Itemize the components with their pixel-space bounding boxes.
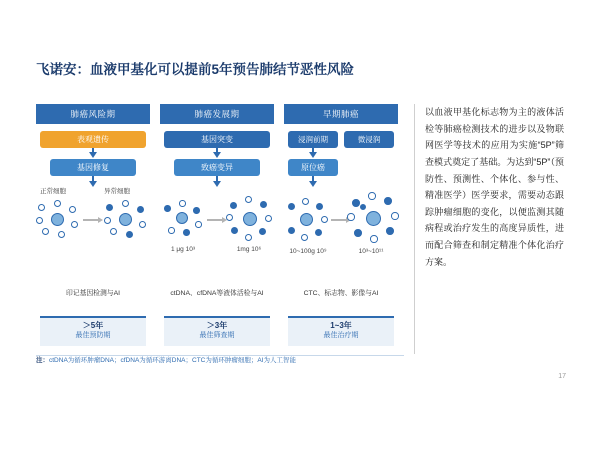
cell-left-label: 正常细胞	[40, 188, 66, 195]
sidebar-paragraph: 以血液甲基化标志物为主的液体活检等肺癌检测技术的进步以及物联网医学等技术的应用为实施“5P”筛查模式奠定了基础。为达到“5P”（预防性、预测性、个体化、参与性、精准医学）医学要求，需要动态跟踪肿瘤细胞的变化，以便监测其随病程或治疗发生的高度异质性，进而配合筛查和制定精准个体化治疗方案。	[425, 107, 564, 267]
cell-cluster	[164, 200, 202, 238]
stage-time: 1~3年	[330, 321, 352, 330]
measure-right: 10³~10¹¹	[358, 248, 384, 255]
cell-right-label: 异常细胞	[104, 188, 130, 195]
stage-time-sub: 最佳筛查期	[199, 331, 235, 339]
arrow-right-icon	[83, 219, 99, 221]
arrow-down-icon	[309, 152, 317, 158]
stage-header: 肺癌发展期	[160, 104, 274, 124]
cell-cluster	[106, 200, 146, 240]
stage-subbox-right: 微浸润	[344, 131, 394, 148]
stage-time: ＞3年	[206, 321, 228, 330]
stage-description: CTC、标志物、影像与AI	[303, 290, 379, 297]
slide-content	[36, 104, 564, 369]
footnote	[36, 356, 404, 366]
stage-timebox	[164, 316, 270, 346]
stage-header: 肺癌风险期	[36, 104, 150, 124]
stage-description: ctDNA、cfDNA等液体活检与AI	[170, 290, 264, 297]
cell-cluster	[38, 200, 78, 240]
measure-left: 1 μg 10³	[171, 246, 195, 253]
stage-time: ＞5年	[82, 321, 104, 330]
measure-left: 10~100g 10⁹	[289, 248, 327, 255]
stage-description: 印记基因检测与AI	[66, 290, 120, 297]
arrow-right-icon	[207, 219, 223, 221]
stage-column-risk	[36, 104, 150, 359]
page-number: 17	[558, 373, 566, 380]
stage-subbox: 基因突变	[164, 131, 270, 148]
cell-illustration	[36, 186, 150, 272]
stage-subbox: 表观遗传	[40, 131, 146, 148]
stage-timebox	[288, 316, 394, 346]
cell-cluster	[228, 196, 272, 242]
stage-column-development	[160, 104, 274, 359]
cell-illustration	[160, 186, 274, 272]
cell-cluster	[286, 198, 328, 242]
footnote-label: 注：	[36, 357, 49, 364]
stage-subbox2: 原位癌	[288, 159, 338, 176]
arrow-down-icon	[89, 152, 97, 158]
stage-header: 早期肺癌	[284, 104, 398, 124]
page-title: 飞诺安：血液甲基化可以提前5年预告肺结节恶性风险	[36, 62, 355, 77]
stage-subbox2: 基因修复	[50, 159, 136, 176]
arrow-down-icon	[213, 152, 221, 158]
stage-subbox-left: 浸润前期	[288, 131, 338, 148]
arrow-right-icon	[331, 219, 347, 221]
cell-illustration	[284, 186, 398, 272]
measure-right: 1mg 10⁶	[236, 246, 262, 253]
sidebar-text-panel	[414, 104, 564, 354]
diagram-panel	[36, 104, 404, 364]
cell-cluster	[348, 192, 398, 244]
stage-timebox	[40, 316, 146, 346]
stage-time-sub: 最佳治疗期	[323, 331, 359, 339]
stage-time-sub: 最佳预防期	[75, 331, 111, 339]
stage-column-early-cancer	[284, 104, 398, 359]
stage-subbox2: 致癌变异	[174, 159, 260, 176]
footnote-text: ctDNA为循环肿瘤DNA；cfDNA为循环游离DNA；CTC为循环肿瘤细胞；AI为人工智能	[49, 357, 297, 364]
